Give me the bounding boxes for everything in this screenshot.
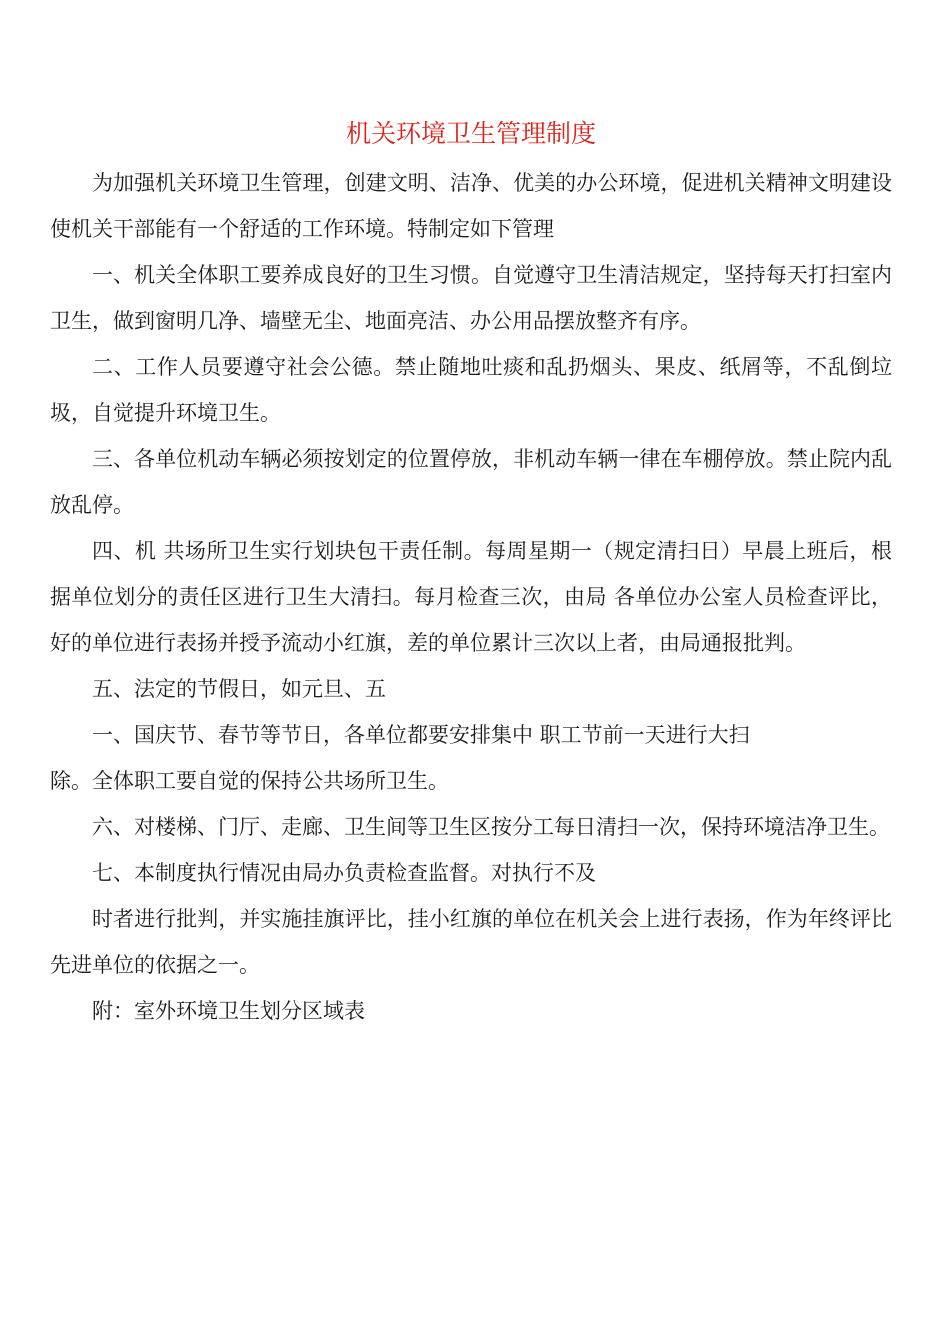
- document-title: 机关环境卫生管理制度: [345, 119, 596, 148]
- paragraph-item-3: 三、各单位机动车辆必须按划定的位置停放，非机动车辆一律在车棚停放。禁止院内乱放乱停。: [50, 447, 892, 517]
- paragraph-item-5: 五、法定的节假日，如元旦、五: [92, 677, 386, 701]
- paragraph-item-2: 二、工作人员要遵守社会公德。禁止随地吐痰和乱扔烟头、果皮、纸屑等，不乱倒垃圾，自觉提升环境卫生。: [50, 355, 892, 425]
- paragraph-attachment: 附：室外环境卫生划分区域表: [92, 999, 365, 1023]
- paragraph-item-4: 四、机 共场所卫生实行划块包干责任制。每周星期一（规定清扫日）早晨上班后，根据单位划分的责任区进行卫生大清扫。每月检查三次，由局 各单位办公室人员检查评比，好的单位进行表扬并授予流动小红旗，差的单位累计三次以上者，由局通报批判。: [50, 539, 892, 655]
- paragraph-item-7-continued: 时者进行批判，并实施挂旗评比，挂小红旗的单位在机关会上进行表扬，作为年终评比先进单位的依据之一。: [50, 907, 892, 977]
- paragraph-item-6: 六、对楼梯、门厅、走廊、卫生间等卫生区按分工每日清扫一次，保持环境洁净卫生。: [92, 815, 890, 839]
- paragraph-item-5-end: 除。全体职工要自觉的保持公共场所卫生。: [50, 769, 449, 793]
- paragraph-item-7: 七、本制度执行情况由局办负责检查监督。对执行不及: [92, 861, 596, 885]
- paragraph-intro: 为加强机关环境卫生管理，创建文明、洁净、优美的办公环境，促进机关精神文明建设使机关干部能有一个舒适的工作环境。特制定如下管理: [50, 171, 892, 241]
- paragraph-item-1: 一、机关全体职工要养成良好的卫生习惯。自觉遵守卫生清洁规定，坚持每天打扫室内卫生，做到窗明几净、墙壁无尘、地面亮洁、办公用品摆放整齐有序。: [50, 263, 892, 333]
- paragraph-item-5-continued: 一、国庆节、春节等节日，各单位都要安排集中 职工节前一天进行大扫: [92, 723, 750, 747]
